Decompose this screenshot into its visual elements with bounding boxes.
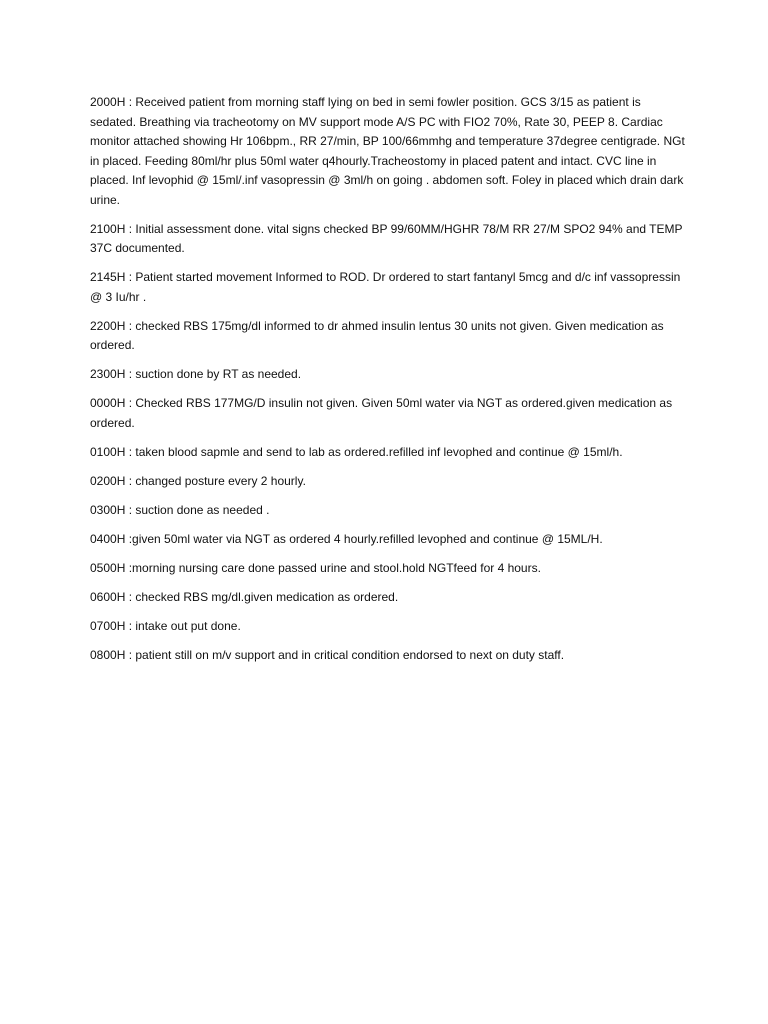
note-entry-0400h: 0400H :given 50ml water via NGT as ordered 4 hourly.refilled levophed and continue @ 15ML/H. <box>90 531 603 546</box>
note-entry-2000h: 2000H : Received patient from morning staff lying on bed in semi fowler position. GCS 3/15 as patient is sedated. Breathing via tracheotomy on MV support mode A/S PC with FIO2 70%, Rate 30, PEEP 8. Cardiac monitor attached showing Hr 106bpm., RR 27/min, BP 100/66mmhg and temperature 37degree centigrade. NGt in placed. Feeding 80ml/hr plus 50ml water q4hourly.Tracheostomy in placed patent and intact. CVC line in placed. Inf levophid @ 15ml/.inf vasopressin @ 3ml/h on going . abdomen soft. Foley in placed which drain dark urine. <box>90 95 685 207</box>
note-entry-0000h: 0000H : Checked RBS 177MG/D insulin not given. Given 50ml water via NGT as ordered.given medication as ordered. <box>90 396 673 430</box>
note-entry-2100h: 2100H : Initial assessment done. vital signs checked BP 99/60MM/HGHR 78/M RR 27/M SPO2 94% and TEMP 37C documented. <box>90 221 683 255</box>
note-entry-0300h: 0300H : suction done as needed . <box>90 502 270 517</box>
note-entry-0700h: 0700H : intake out put done. <box>90 618 241 633</box>
note-entry-0500h: 0500H :morning nursing care done passed urine and stool.hold NGTfeed for 4 hours. <box>90 560 541 575</box>
note-entry-2200h: 2200H : checked RBS 175mg/dl informed to dr ahmed insulin lentus 30 units not given. Given medication as ordered. <box>90 318 664 352</box>
note-entry-0800h: 0800H : patient still on m/v support and in critical condition endorsed to next on duty staff. <box>90 647 565 662</box>
note-entry-0200h: 0200H : changed posture every 2 hourly. <box>90 473 306 488</box>
note-entry-0600h: 0600H : checked RBS mg/dl.given medication as ordered. <box>90 589 399 604</box>
note-entry-0100h: 0100H : taken blood sapmle and send to lab as ordered.refilled inf levophed and continue @ 15ml/h. <box>90 444 623 459</box>
note-entry-2145h: 2145H : Patient started movement Informed to ROD. Dr ordered to start fantanyl 5mcg and d/c inf vassopressin @ 3 Iu/hr . <box>90 270 681 304</box>
note-entry-2300h: 2300H : suction done by RT as needed. <box>90 367 302 381</box>
nursing-notes <box>90 93 690 675</box>
